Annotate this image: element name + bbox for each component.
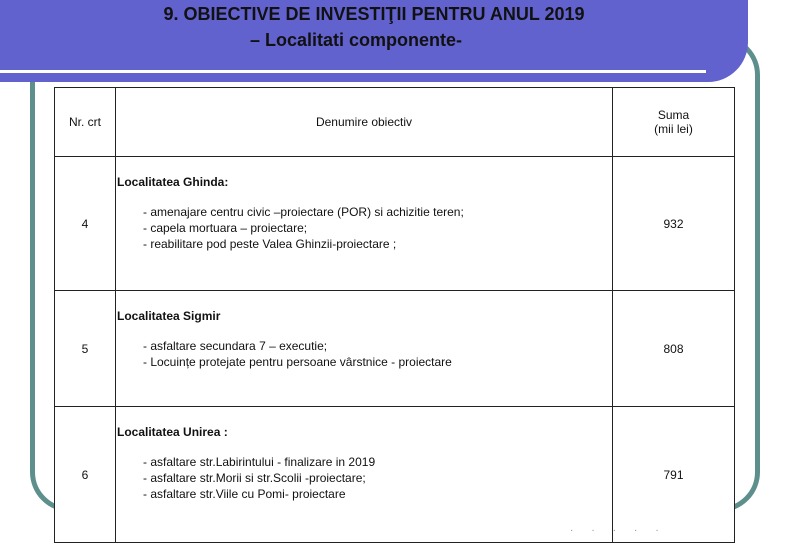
table-row xyxy=(55,407,735,543)
header-suma-label: Suma xyxy=(657,108,690,122)
banner-divider xyxy=(0,70,706,73)
title-banner xyxy=(0,0,748,82)
slide-subtitle: – Localitati componente- xyxy=(250,30,463,50)
objective-item: - capela mortuara – proiectare; xyxy=(143,221,308,235)
decorative-dots: ····· xyxy=(570,525,677,536)
objective-item: - amenajare centru civic –proiectare (POR) si achizitie teren; xyxy=(143,205,464,219)
objective-item: - asfaltare str.Viile cu Pomi- proiectare xyxy=(143,487,346,501)
header-suma-unit: (mii lei) xyxy=(654,122,693,136)
locality-name: Localitatea Ghinda: xyxy=(117,175,229,189)
locality-name: Localitatea Unirea : xyxy=(117,425,228,439)
row-number: 6 xyxy=(55,407,116,543)
row-number: 5 xyxy=(55,291,116,407)
table-row xyxy=(55,157,735,291)
objective-item: - asfaltare str.Morii si str.Scolii -proiectare; xyxy=(143,471,366,485)
locality-name: Localitatea Sigmir xyxy=(117,309,221,323)
table-header-row xyxy=(55,88,735,157)
objective-item: - asfaltare str.Labirintului - finalizare in 2019 xyxy=(143,455,376,469)
objective-item: - asfaltare secundara 7 – executie; xyxy=(143,339,328,353)
row-description xyxy=(116,291,613,407)
slide-title: 9. OBIECTIVE DE INVESTIŢII PENTRU ANUL 2019 xyxy=(163,4,585,24)
row-description xyxy=(116,407,613,543)
row-sum: 808 xyxy=(613,291,735,407)
row-sum: 791 xyxy=(613,407,735,543)
investment-table xyxy=(54,87,735,543)
header-nr-crt: Nr. crt xyxy=(55,88,116,157)
objective-item: - reabilitare pod peste Valea Ghinzii-proiectare ; xyxy=(143,237,397,251)
row-sum: 932 xyxy=(613,157,735,291)
header-suma xyxy=(613,88,735,157)
objective-item: - Locuințe protejate pentru persoane vârstnice - proiectare xyxy=(143,355,452,369)
header-denumire-obiectiv: Denumire obiectiv xyxy=(116,88,613,157)
row-number: 4 xyxy=(55,157,116,291)
table-row xyxy=(55,291,735,407)
row-description xyxy=(116,157,613,291)
